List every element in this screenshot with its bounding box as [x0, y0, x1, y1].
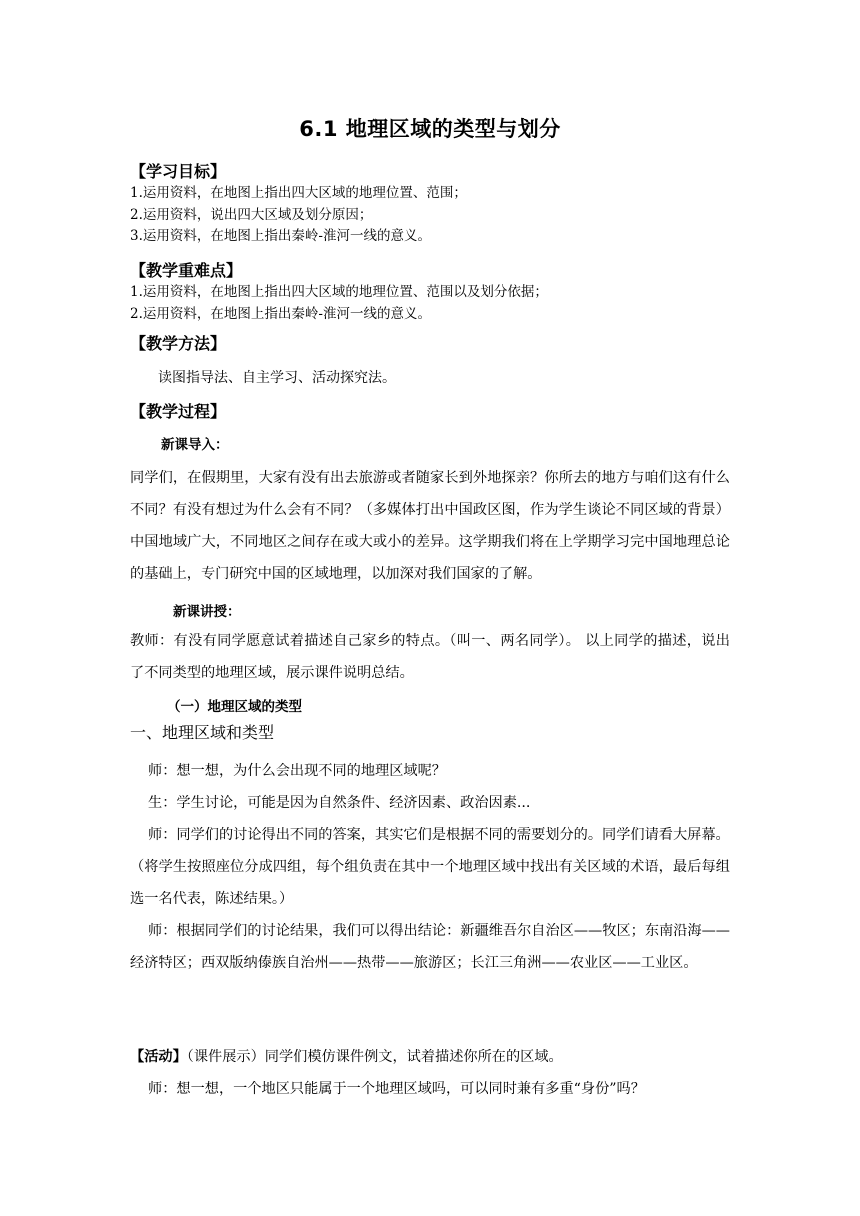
intro-label: 新课导入： — [161, 437, 229, 453]
last-line: 师：想一想，一个地区只能属于一个地理区域吗，可以同时兼有多重“身份”吗？ — [148, 1081, 645, 1097]
key-points-section — [130, 260, 730, 325]
dialog-line: 师：根据同学们的讨论结果，我们可以得出结论：新疆维吾尔自治区——牧区；东南沿海——经济特区；西双版纳傣族自治州——热带——旅游区；长江三角洲——农业区——工业区。 — [130, 923, 730, 971]
process-heading: 【教学过程】 — [130, 402, 227, 421]
dialog-line: （将学生按照座位分成四组，每个组负责在其中一个地理区域中找出有关区域的术语，最后每组选一名代表，陈述结果。） — [130, 859, 730, 907]
dialog-line: 生：学生讨论，可能是因为自然条件、经济因素、政治因素... — [148, 795, 531, 811]
section1-label: （一）地理区域的类型 — [167, 699, 302, 715]
objectives-heading: 【学习目标】 — [130, 162, 227, 181]
objective-item: 3.运用资料，在地图上指出秦岭-淮河一线的意义。 — [130, 228, 431, 244]
dialog-line: 师：想一想，为什么会出现不同的地理区域呢？ — [148, 763, 446, 779]
intro-paragraph-wrap — [130, 462, 730, 590]
intro-paragraph: 同学们，在假期里，大家有没有出去旅游或者随家长到外地探亲？你所去的地方与咱们这有什么不同？有没有想过为什么会有不同？（多媒体打出中国政区图，作为学生谈论不同区域的背景）中国地域广大，不同地区之间存在或大或小的差异。这学期我们将在上学期学习完中国地理总论的基础上，专门研究中国的区域地理，以加深对我们国家的了解。 — [130, 470, 730, 582]
teach-paragraph: 教师：有没有同学愿意试着描述自己家乡的特点。（叫一、两名同学）。 以上同学的描述，说出了不同类型的地理区域，展示课件说明总结。 — [130, 633, 730, 681]
activity-text: （课件展示）同学们模仿课件例文，试着描述你所在的区域。 — [186, 1049, 563, 1065]
methods-text: 读图指导法、自主学习、活动探究法。 — [158, 370, 396, 386]
section1-title: 一、地理区域和类型 — [130, 723, 275, 742]
process-heading-wrap — [130, 401, 730, 423]
methods-heading: 【教学方法】 — [130, 334, 227, 353]
intro-label-wrap — [130, 433, 730, 453]
key-points-heading: 【教学重难点】 — [130, 261, 243, 280]
teach-paragraph-wrap — [130, 625, 730, 689]
key-point-item: 1.运用资料，在地图上指出四大区域的地理位置、范围以及划分依据； — [130, 284, 548, 300]
methods-section — [130, 333, 730, 355]
objective-item: 2.运用资料，说出四大区域及划分原因； — [130, 206, 373, 223]
objective-item: 1.运用资料，在地图上指出四大区域的地理位置、范围； — [130, 185, 467, 201]
methods-body — [130, 368, 730, 390]
activity-wrap — [130, 1041, 730, 1105]
page-title: 6.1 地理区域的类型与划分 — [299, 117, 561, 141]
teach-label: 新课讲授： — [173, 604, 241, 620]
activity-label: 【活动】 — [130, 1049, 187, 1065]
key-point-item: 2.运用资料，在地图上指出秦岭-淮河一线的意义。 — [130, 305, 431, 322]
dialog-line: 师：同学们的讨论得出不同的答案，其实它们是根据不同的需要划分的。同学们请看大屏幕。 — [148, 827, 730, 843]
objectives-section — [130, 161, 730, 248]
teach-label-wrap — [130, 600, 730, 620]
dialog-wrap — [130, 755, 730, 979]
section1-title-wrap — [130, 722, 730, 744]
section1-wrap — [130, 695, 730, 715]
